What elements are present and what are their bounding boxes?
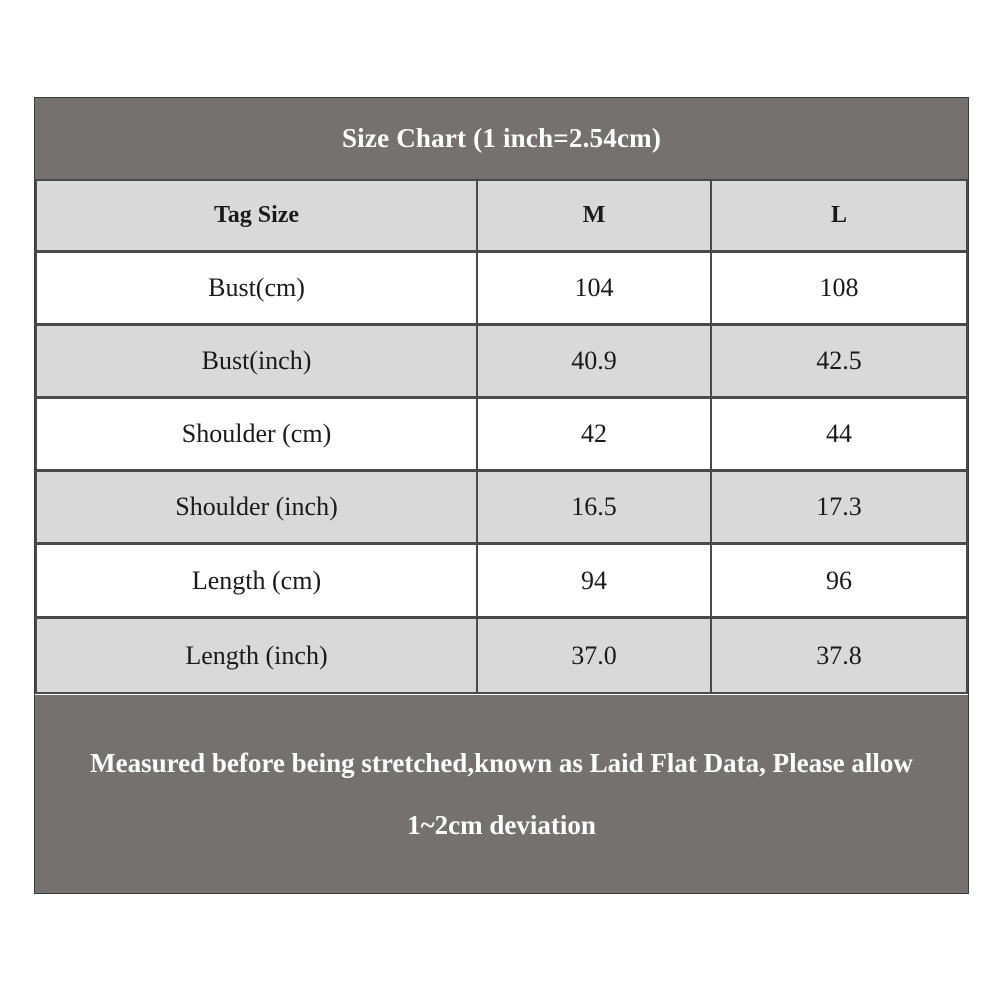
chart-title: Size Chart (1 inch=2.54cm) (35, 98, 968, 179)
cell-shoulder-cm-m: 42 (478, 399, 710, 469)
note-line-2: 1~2cm deviation (407, 810, 596, 840)
header-tag-size: Tag Size (37, 181, 476, 250)
row-label-length-inch: Length (inch) (37, 619, 476, 692)
note-line-1: Measured before being stretched,known as Laid Flat Data, Please allow (90, 748, 913, 778)
cell-length-inch-m: 37.0 (478, 619, 710, 692)
cell-bust-inch-l: 42.5 (712, 326, 966, 396)
row-label-length-cm: Length (cm) (37, 545, 476, 616)
measurement-note (35, 695, 968, 893)
cell-shoulder-inch-l: 17.3 (712, 472, 966, 542)
size-table (35, 179, 968, 694)
cell-bust-inch-m: 40.9 (478, 326, 710, 396)
cell-shoulder-inch-m: 16.5 (478, 472, 710, 542)
header-size-m: M (478, 181, 710, 250)
header-size-l: L (712, 181, 966, 250)
row-label-shoulder-inch: Shoulder (inch) (37, 472, 476, 542)
cell-length-cm-m: 94 (478, 545, 710, 616)
size-chart (34, 97, 969, 894)
cell-shoulder-cm-l: 44 (712, 399, 966, 469)
cell-length-inch-l: 37.8 (712, 619, 966, 692)
cell-bust-cm-m: 104 (478, 253, 710, 323)
row-label-shoulder-cm: Shoulder (cm) (37, 399, 476, 469)
row-label-bust-inch: Bust(inch) (37, 326, 476, 396)
cell-bust-cm-l: 108 (712, 253, 966, 323)
row-label-bust-cm: Bust(cm) (37, 253, 476, 323)
cell-length-cm-l: 96 (712, 545, 966, 616)
